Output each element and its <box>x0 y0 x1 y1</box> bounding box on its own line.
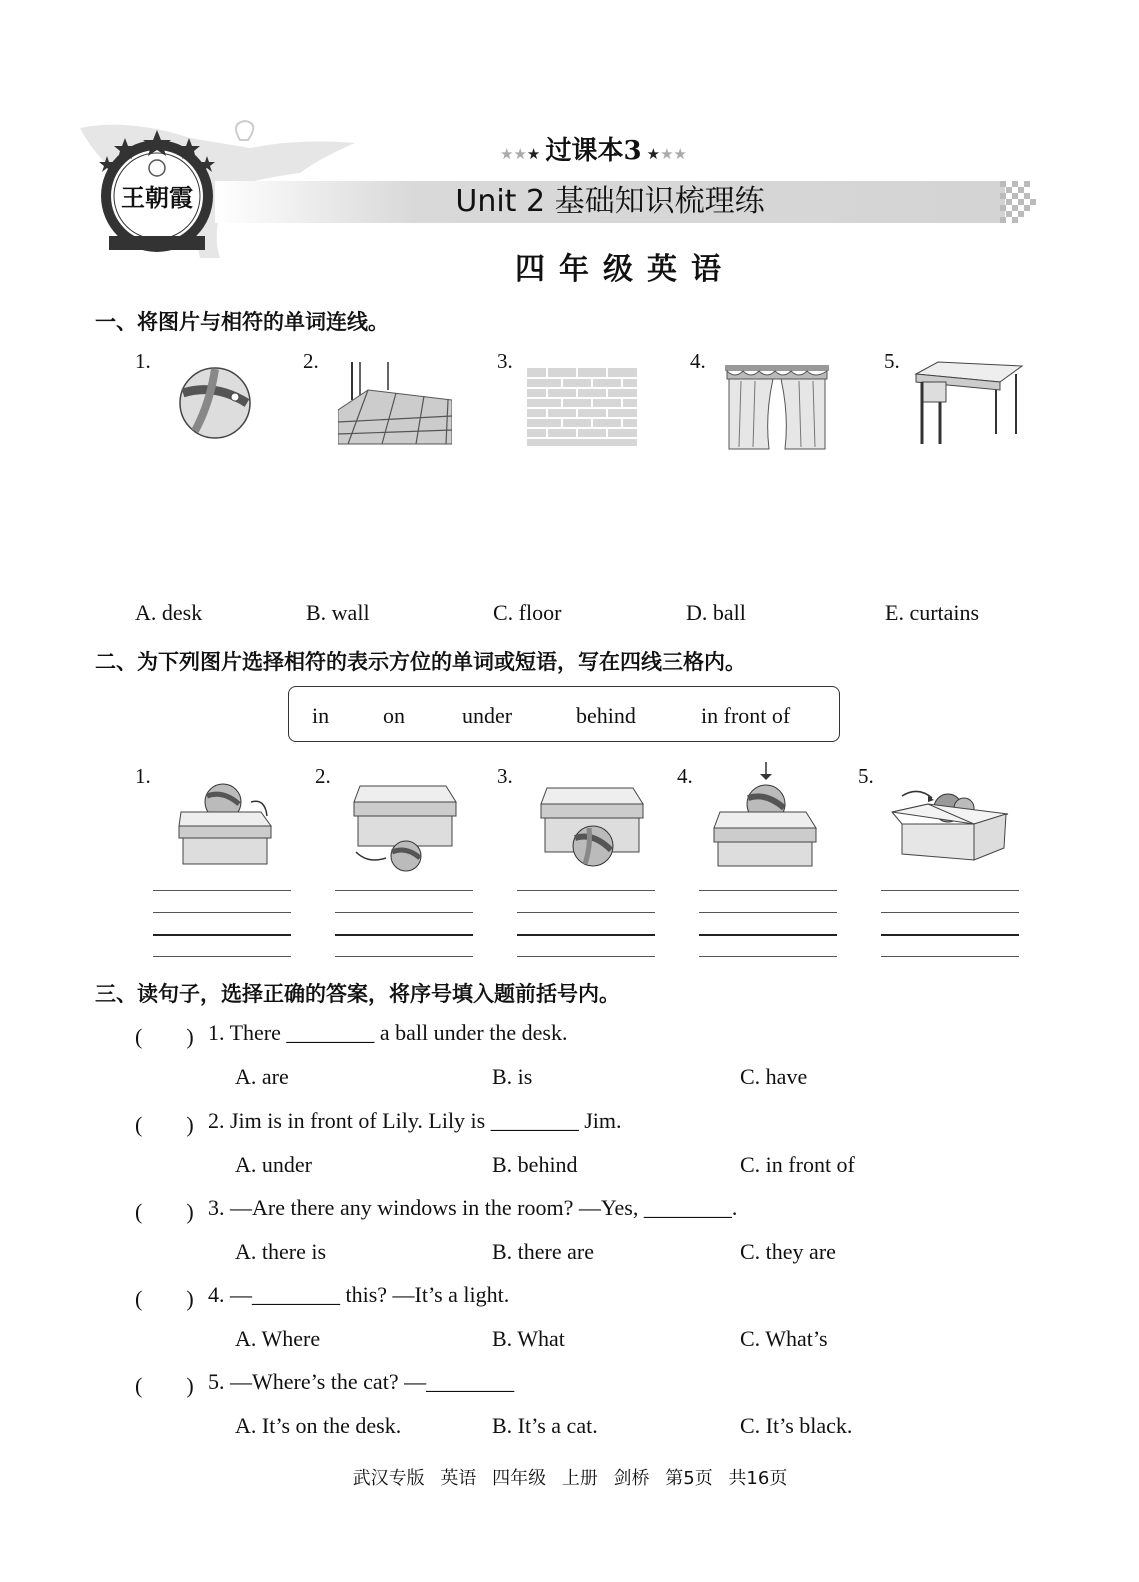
series-title: 过课本3 <box>545 136 642 166</box>
section3-heading: 三、读句子，选择正确的答案，将序号填入题前括号内。 <box>95 982 620 1006</box>
option-c: C. they are <box>740 1239 836 1264</box>
s2-item-number: 4. <box>677 764 693 788</box>
s2-item-number: 3. <box>497 764 513 788</box>
s1-option: C. floor <box>493 600 562 625</box>
desk-icon <box>912 360 1024 446</box>
option-c: C. have <box>740 1064 808 1089</box>
option-b: B. What <box>492 1326 565 1351</box>
ball-icon <box>175 363 255 443</box>
question-text: 3. —Are there any windows in the room? —Yes, ________. <box>208 1195 738 1220</box>
writing-lines[interactable] <box>517 890 655 956</box>
option-a: A. Where <box>235 1326 321 1351</box>
question-text: 5. —Where’s the cat? —________ <box>208 1369 515 1394</box>
ball-in-front-of-box-icon <box>537 780 647 872</box>
option-a: A. It’s on the desk. <box>235 1413 402 1438</box>
page-footer: 武汉专版 英语 四年级 上册 剑桥 第5页 共16页 <box>352 1468 788 1489</box>
section1-heading: 一、将图片与相符的单词连线。 <box>95 310 389 334</box>
word-bank-item: on <box>383 703 405 728</box>
option-b: B. It’s a cat. <box>492 1413 598 1438</box>
option-b: B. behind <box>492 1152 578 1177</box>
word-bank-item: behind <box>576 703 636 728</box>
ball-in-box-icon <box>888 784 1012 864</box>
s1-item-number: 1. <box>135 349 151 373</box>
answer-blank[interactable]: ( ) <box>135 1199 194 1224</box>
wall-icon <box>527 368 637 446</box>
logo-icon <box>95 128 220 258</box>
option-b: B. there are <box>492 1239 594 1264</box>
ball-behind-box-icon <box>175 780 275 870</box>
ball-under-box-icon <box>350 780 460 872</box>
writing-lines[interactable] <box>699 890 837 956</box>
answer-blank[interactable]: ( ) <box>135 1286 194 1311</box>
option-c: C. in front of <box>740 1152 855 1177</box>
logo-text: 王朝霞 <box>121 183 193 212</box>
series-title-row: ★★★ 过课本3 ★★★ <box>500 136 687 166</box>
s1-item-number: 5. <box>884 349 900 373</box>
option-c: C. What’s <box>740 1326 828 1351</box>
s2-item-number: 2. <box>315 764 331 788</box>
s2-item-number: 5. <box>858 764 874 788</box>
question-text: 1. There ________ a ball under the desk. <box>208 1020 568 1045</box>
option-a: A. are <box>235 1064 289 1089</box>
curtains-icon <box>725 365 829 451</box>
writing-lines[interactable] <box>335 890 473 956</box>
question-text: 4. —________ this? —It’s a light. <box>208 1282 510 1307</box>
section2-heading: 二、为下列图片选择相符的表示方位的单词或短语，写在四线三格内。 <box>95 650 746 674</box>
floor-icon <box>338 360 452 446</box>
word-bank-item: in front of <box>701 703 791 728</box>
word-bank-item: in <box>312 703 330 728</box>
s1-option: A. desk <box>135 600 203 625</box>
option-b: B. is <box>492 1064 533 1089</box>
checker-decoration <box>1000 181 1036 223</box>
s1-item-number: 4. <box>690 349 706 373</box>
ball-on-box-icon <box>710 760 820 870</box>
option-a: A. under <box>235 1152 312 1177</box>
s1-option: B. wall <box>306 600 370 625</box>
s1-option: D. ball <box>686 600 746 625</box>
word-bank-item: under <box>462 703 513 728</box>
unit-title: Unit 2 基础知识梳理练 <box>455 184 765 219</box>
s1-item-number: 2. <box>303 349 319 373</box>
answer-blank[interactable]: ( ) <box>135 1373 194 1398</box>
s1-item-number: 3. <box>497 349 513 373</box>
option-a: A. there is <box>235 1239 327 1264</box>
writing-lines[interactable] <box>153 890 291 956</box>
question-text: 2. Jim is in front of Lily. Lily is ________ Jim. <box>208 1108 622 1133</box>
answer-blank[interactable]: ( ) <box>135 1112 194 1137</box>
writing-lines[interactable] <box>881 890 1019 956</box>
s1-option: E. curtains <box>885 600 980 625</box>
option-c: C. It’s black. <box>740 1413 853 1438</box>
subject-title: 四年级英语 <box>515 252 735 287</box>
answer-blank[interactable]: ( ) <box>135 1024 194 1049</box>
s2-item-number: 1. <box>135 764 151 788</box>
